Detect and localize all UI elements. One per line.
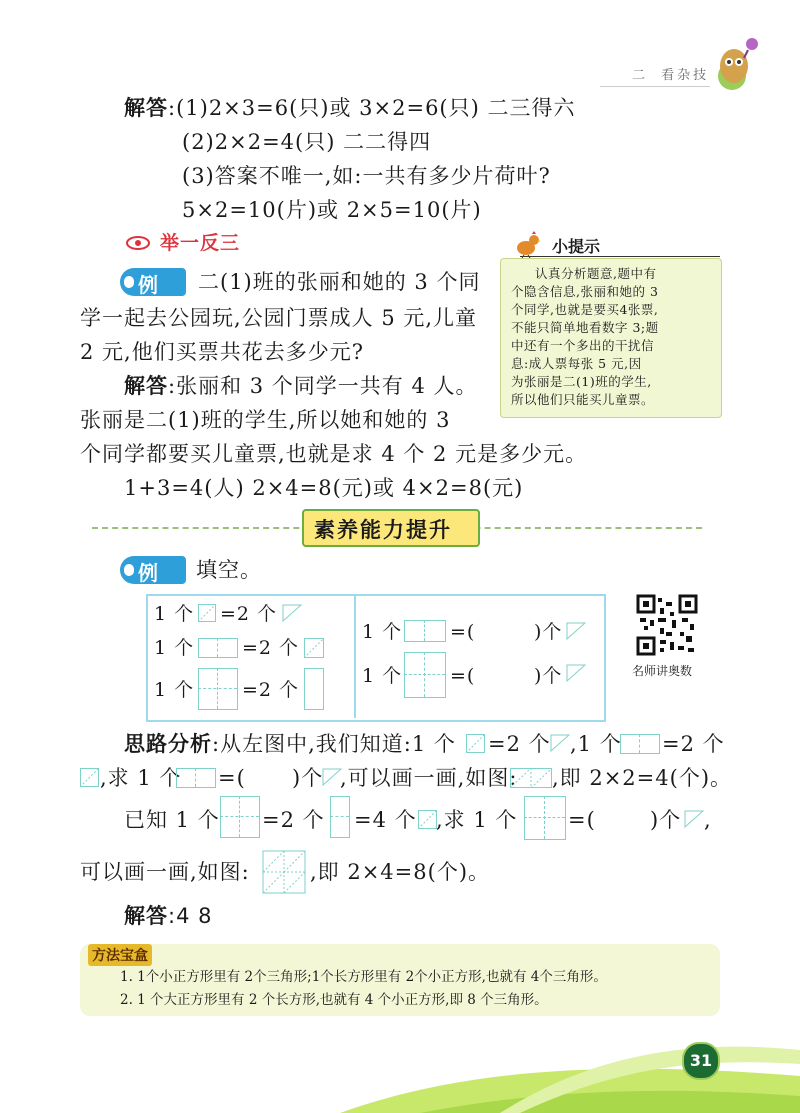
- big-square-shape: [220, 796, 260, 838]
- tip-title: 小提示: [552, 237, 601, 256]
- fig-left-row1-b: =2 个: [220, 603, 278, 625]
- answer1-line1: 解答:(1)2×3=6(只)或 3×2=6(只) 二三得六: [124, 96, 576, 120]
- method-title: 方法宝盒: [88, 944, 152, 966]
- example2-prompt: 填空。: [196, 558, 262, 582]
- figure-divider: [354, 594, 356, 718]
- answer-label: 解答: [124, 96, 168, 120]
- footer-wave: [0, 1030, 800, 1113]
- example-tag: 例: [120, 268, 186, 296]
- fig-right-row1-a: 1 个: [362, 621, 403, 643]
- example1-answer-line1: 解答:张丽和 3 个同学一共有 4 人。: [124, 374, 478, 398]
- rooster-icon: [512, 230, 542, 258]
- big-square-diag-shape: [262, 850, 306, 894]
- big-square-shape: [198, 668, 238, 710]
- fig-right-row1-b: =(: [450, 621, 476, 643]
- triangle-shape: [550, 734, 570, 752]
- page-header: [632, 64, 709, 83]
- answer2-line: 解答:4 8: [124, 904, 213, 928]
- tip-line: 不能只简单地看数字 3;题: [511, 320, 659, 335]
- example-tag: 例: [120, 556, 186, 584]
- example1-line1: 二(1)班的张丽和她的 3 个同: [198, 270, 481, 294]
- triangle-shape: [566, 622, 586, 640]
- tip-line: 认真分析题意,题中有: [535, 266, 657, 281]
- rectangle-shape: [176, 768, 216, 788]
- analysis-line1: 思路分析:从左图中,我们知道:1 个: [124, 732, 456, 756]
- eye-icon: [126, 236, 150, 250]
- tip-line: 中还有一个多出的干扰信: [511, 338, 655, 353]
- fig-right-row1-c: )个: [534, 621, 563, 643]
- tip-line: 为张丽是二(1)班的学生,: [511, 374, 652, 389]
- answer1-line3: (3)答案不唯一,如:一共有多少片荷叶?: [182, 164, 551, 188]
- rectangle-shape: [620, 734, 660, 754]
- triangle-shape: [322, 768, 342, 786]
- qr-code-icon[interactable]: [636, 594, 698, 656]
- section-banner: 素养能力提升: [302, 509, 480, 547]
- big-square-shape: [524, 796, 566, 840]
- page-number: 31: [682, 1042, 720, 1080]
- tip-line: 个隐含信息,张丽和她的 3: [511, 284, 659, 299]
- example1-answer-line2: 张丽是二(1)班的学生,所以她和她的 3: [80, 408, 451, 432]
- fig-left-row3-b: =2 个: [242, 679, 300, 701]
- triangle-shape: [684, 810, 704, 828]
- section-title-juyi: 举一反三: [160, 232, 241, 254]
- triangle-shape: [282, 604, 302, 622]
- fig-left-row2-b: =2 个: [242, 637, 300, 659]
- fig-right-row2-a: 1 个: [362, 665, 403, 687]
- fig-left-row1-a: 1 个: [154, 603, 195, 625]
- analysis-label: 思路分析: [124, 732, 212, 756]
- tip-underline: [520, 256, 720, 257]
- tip-box: [500, 258, 722, 418]
- triangle-shape: [566, 664, 586, 682]
- fig-right-row2-c: )个: [534, 665, 563, 687]
- rectangle-tall-shape: [304, 668, 324, 710]
- tip-line: 所以他们只能买儿童票。: [511, 392, 655, 407]
- answer-label: 解答: [124, 904, 168, 928]
- big-square-shape: [404, 652, 446, 698]
- fig-left-row2-a: 1 个: [154, 637, 195, 659]
- qr-caption: 名师讲奥数: [632, 664, 693, 678]
- answer1-line2: (2)2×2=4(只) 二二得四: [182, 130, 432, 154]
- answer1-line4: 5×2=10(片)或 2×5=10(片): [182, 198, 482, 222]
- example1-answer-line4: 1+3=4(人) 2×4=8(元)或 4×2=8(元): [124, 476, 524, 500]
- mascot-icon: [712, 34, 760, 92]
- answer-label: 解答: [124, 374, 168, 398]
- tip-line: 息:成人票每张 5 元,因: [511, 356, 642, 371]
- chapter-number: 二: [632, 68, 649, 83]
- example1-line3: 2 元,他们买票共花去多少元?: [80, 340, 364, 364]
- fig-left-row3-a: 1 个: [154, 679, 195, 701]
- rectangle-shape: [198, 638, 238, 658]
- rectangle-shape: [404, 620, 446, 642]
- section-title: 看杂技: [661, 68, 710, 83]
- example1-answer-line3: 个同学都要买儿童票,也就是求 4 个 2 元是多少元。: [80, 442, 588, 466]
- fig-right-row2-b: =(: [450, 665, 476, 687]
- method-line1: 1. 1个小正方形里有 2个三角形;1个长方形里有 2个小正方形,也就有 4个三角形。: [120, 969, 607, 985]
- method-line2: 2. 1 个大正方形里有 2 个长方形,也就有 4 个小正方形,即 8 个三角形。: [120, 992, 548, 1008]
- header-divider: [600, 86, 710, 87]
- rectangle-tall-shape: [330, 796, 350, 838]
- example1-line2: 学一起去公园玩,公园门票成人 5 元,儿童: [80, 306, 478, 330]
- tip-line: 个同学,也就是要买4张票,: [511, 302, 659, 317]
